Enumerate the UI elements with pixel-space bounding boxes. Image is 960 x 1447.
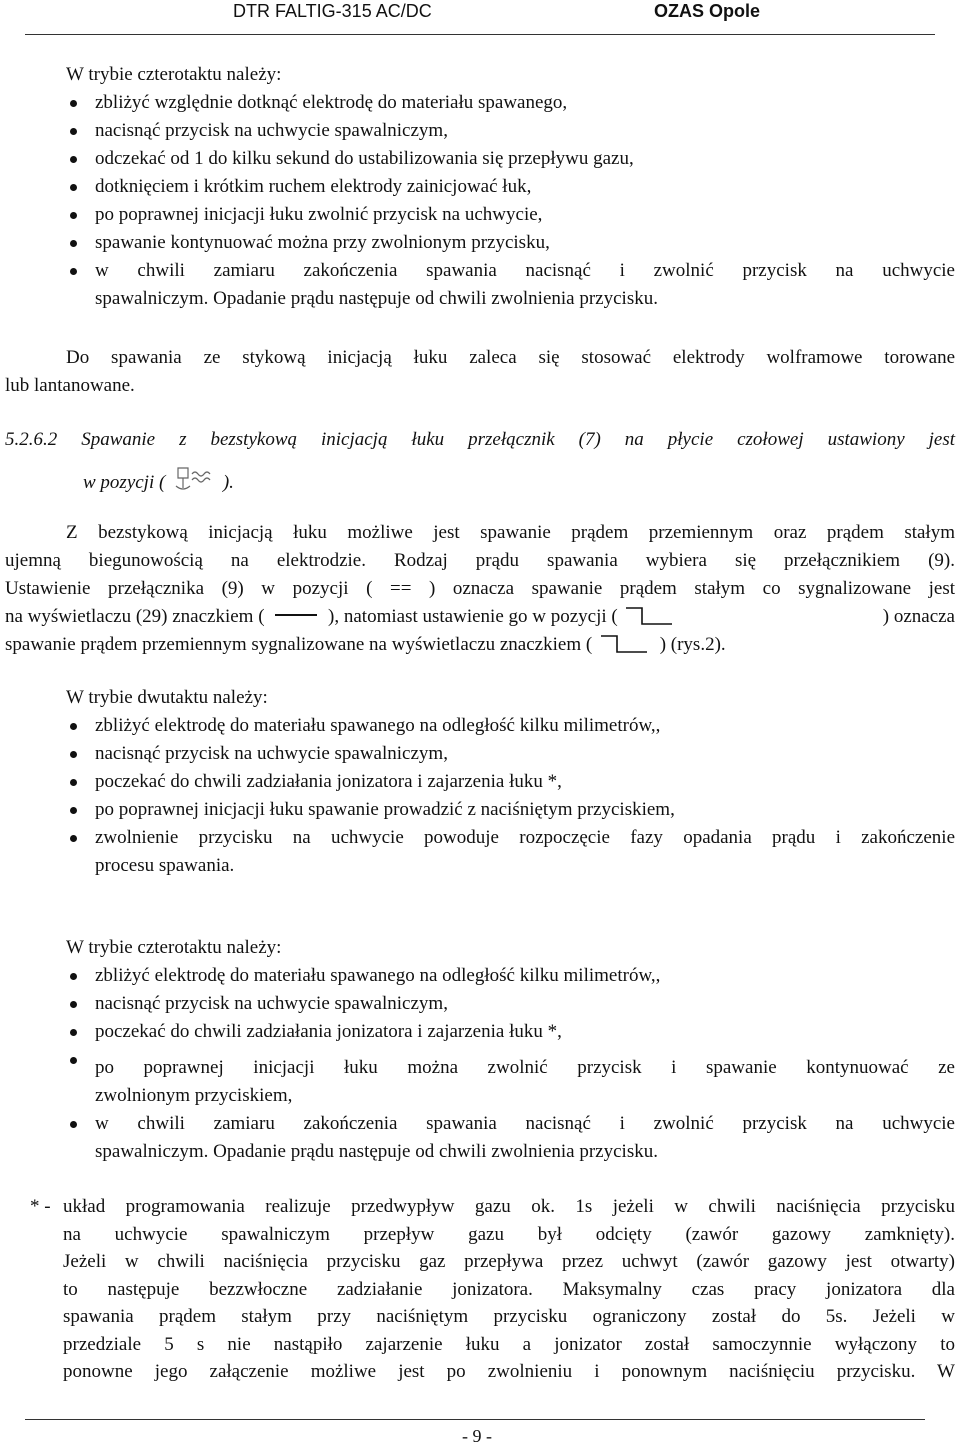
bullet-icon: [70, 268, 77, 275]
bullet-icon: [70, 184, 77, 191]
bullet-icon: [70, 156, 77, 163]
text-span: ) (rys.2).: [659, 634, 726, 655]
heading-line: 5.2.6.2 Spawanie z bezstykową inicjacją łuku przełącznik (7) na płycie czołowej ustawiony jest: [5, 429, 955, 450]
list-item: zbliżyć elektrodę do materiału spawanego na odległość kilku milimetrów,,: [95, 715, 661, 736]
document-code: DTR FALTIG-315 AC/DC: [233, 1, 432, 21]
heading-prefix: w pozycji (: [83, 472, 166, 493]
text-span: spawanie prądem przemiennym sygnalizowane na wyświetlaczu znaczkiem (: [5, 634, 593, 655]
header-divider: [25, 34, 935, 35]
bullet-icon: [70, 128, 77, 135]
paragraph-line: [5, 631, 726, 658]
text-span: ), natomiast ustawienie go w pozycji (: [328, 606, 618, 627]
footnote-line: to następuje bezzwłoczne zadziałanie jonizatora. Maksymalny czas pracy jonizatora dla: [63, 1279, 955, 1300]
footnote-line: przedziale 5 s nie nastąpiło zajarzenie łuku a jonizator został samoczynnie wyłączony to: [63, 1334, 955, 1355]
company-name: OZAS Opole: [654, 1, 761, 21]
list-item: nacisnąć przycisk na uchwycie spawalniczym,: [95, 120, 448, 141]
page-number: - 9 -: [462, 1426, 492, 1446]
list-item: zwolnienie przycisku na uchwycie powoduje rozpoczęcie fazy opadania prądu i zakończenie: [95, 827, 955, 848]
footnote-line: Jeżeli w chwili naciśnięcia przycisku gaz przepływa przez uchwyt (zawór gazowy jest otwarty): [63, 1251, 955, 1272]
list-item-continuation: zwolnionym przyciskiem,: [95, 1085, 293, 1106]
section-intro: W trybie dwutaktu należy:: [66, 687, 268, 708]
list-item: zbliżyć względnie dotknąć elektrodę do materiału spawanego,: [95, 92, 568, 113]
list-item: odczekać od 1 do kilku sekund do ustabilizowania się przepływu gazu,: [95, 148, 634, 169]
footnote-marker: * -: [30, 1196, 51, 1217]
bullet-icon: [70, 1121, 77, 1128]
paragraph-line: ujemną biegunowością na elektrodzie. Rodzaj prądu spawania wybiera się przełącznikiem (9).: [5, 550, 955, 571]
footnote-line: układ programowania realizuje przedwypływ gazu ok. 1s jeżeli w chwili naciśnięcia przycisku: [63, 1196, 955, 1217]
list-item: dotknięciem i krótkim ruchem elektrody zainicjować łuk,: [95, 176, 532, 197]
text-span: na wyświetlaczu (29) znaczkiem (: [5, 606, 265, 627]
list-item: w chwili zamiaru zakończenia spawania nacisnąć i zwolnić przycisk na uchwycie: [95, 1113, 955, 1134]
bullet-icon: [70, 779, 77, 786]
list-item-continuation: spawalniczym. Opadanie prądu następuje od chwili zwolnienia przycisku.: [95, 1141, 658, 1162]
bullet-icon: [70, 751, 77, 758]
text-span: ) oznacza: [882, 606, 955, 627]
list-item: po poprawnej inicjacji łuku zwolnić przycisk na uchwycie,: [95, 204, 543, 225]
paragraph-line: Do spawania ze stykową inicjacją łuku zaleca się stosować elektrody wolframowe torowane: [66, 347, 955, 368]
footnote-line: ponowne jego załączenie możliwe jest po zwolnieniu i ponownym naciśnięciu przycisku. W: [63, 1361, 955, 1382]
list-item: w chwili zamiaru zakończenia spawania nacisnąć i zwolnić przycisk na uchwycie: [95, 260, 955, 281]
bullet-icon: [70, 807, 77, 814]
list-item-continuation: procesu spawania.: [95, 855, 235, 876]
list-item-continuation: spawalniczym. Opadanie prądu następuje od chwili zwolnienia przycisku.: [95, 288, 658, 309]
bullet-icon: [70, 973, 77, 980]
dc-symbol-icon: [275, 614, 317, 616]
list-item: spawanie kontynuować można przy zwolnionym przycisku,: [95, 232, 550, 253]
paragraph-line: [5, 603, 955, 630]
bullet-icon: [70, 1029, 77, 1036]
bullet-icon: [70, 100, 77, 107]
list-item: po poprawnej inicjacji łuku spawanie prowadzić z naciśniętym przyciskiem,: [95, 799, 675, 820]
list-item: nacisnąć przycisk na uchwycie spawalniczym,: [95, 743, 448, 764]
bullet-icon: [70, 212, 77, 219]
section-intro: W trybie czterotaktu należy:: [66, 937, 282, 958]
heading-line-2: [83, 466, 234, 496]
hf-torch-icon: [170, 466, 218, 496]
bullet-icon: [70, 1057, 77, 1064]
list-item: po poprawnej inicjacji łuku można zwolnić przycisk i spawanie kontynuować ze: [95, 1057, 955, 1078]
section-intro: W trybie czterotaktu należy:: [66, 64, 282, 85]
bullet-icon: [70, 240, 77, 247]
footnote-line: spawania prądem stałym przy naciśniętym przycisku ograniczony został do 5s. Jeżeli w: [63, 1306, 955, 1327]
ac-symbol-icon: [597, 632, 655, 656]
bullet-icon: [70, 1001, 77, 1008]
paragraph-line: lub lantanowane.: [5, 375, 135, 396]
paragraph-line: Ustawienie przełącznika (9) w pozycji ( == ) oznacza spawanie prądem stałym co sygnalizowane jest: [5, 578, 955, 599]
page-header: [0, 0, 960, 36]
heading-suffix: ).: [222, 472, 234, 493]
bullet-icon: [70, 835, 77, 842]
bullet-icon: [70, 723, 77, 730]
list-item: nacisnąć przycisk na uchwycie spawalniczym,: [95, 993, 448, 1014]
list-item: zbliżyć elektrodę do materiału spawanego na odległość kilku milimetrów,,: [95, 965, 661, 986]
footer-divider: [25, 1419, 925, 1420]
list-item: poczekać do chwili zadziałania jonizatora i zajarzenia łuku *,: [95, 771, 562, 792]
footnote-line: na uchwycie spawalniczym przepływ gazu był odcięty (zawór gazowy zamknięty).: [63, 1224, 955, 1245]
list-item: poczekać do chwili zadziałania jonizatora i zajarzenia łuku *,: [95, 1021, 562, 1042]
paragraph-line: Z bezstykową inicjacją łuku możliwe jest spawanie prądem przemiennym oraz prądem stałym: [66, 522, 955, 543]
ac-symbol-icon: [622, 604, 680, 628]
